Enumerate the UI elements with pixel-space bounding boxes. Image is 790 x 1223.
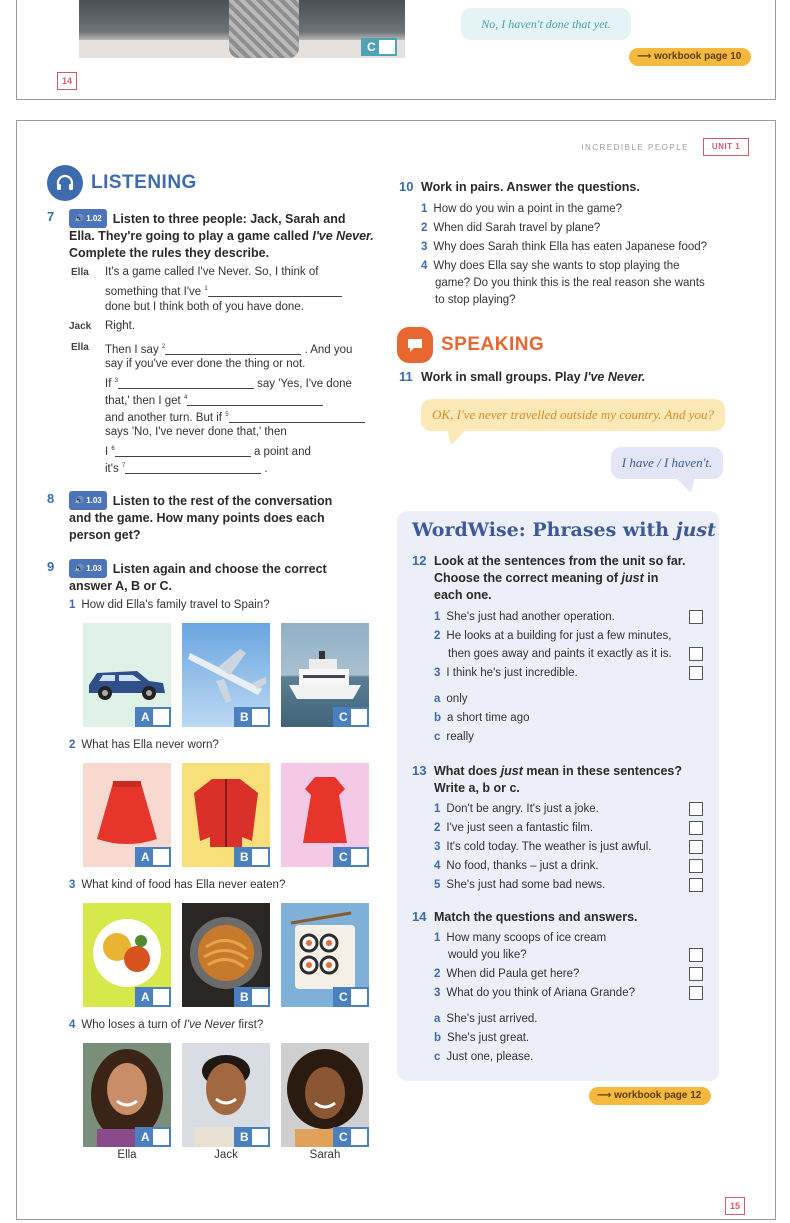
option-photo-sarah[interactable] <box>281 1043 369 1147</box>
exercise-14-number: 14 <box>412 909 427 924</box>
running-title: INCREDIBLE PEOPLE <box>581 143 689 152</box>
listening-heading <box>47 165 197 201</box>
ex13-item: 4 No food, thanks – just a drink. <box>434 860 599 872</box>
exercise-11-number: 11 <box>399 369 413 384</box>
ex13-item: 2 I've just seen a fantastic film. <box>434 822 594 834</box>
option-label: A <box>135 707 171 727</box>
answer-checkbox[interactable] <box>689 840 703 854</box>
wordwise-title: WordWise: Phrases with just <box>412 519 716 541</box>
answer-blank[interactable] <box>125 462 261 474</box>
bedroom-photo <box>79 0 405 58</box>
option-label: B <box>234 707 270 727</box>
option-label: A <box>135 847 171 867</box>
workbook-link[interactable]: ⟶ workbook page 10 <box>629 48 751 66</box>
speaker-label: Jack <box>69 321 92 332</box>
answer-blank[interactable] <box>115 445 251 457</box>
question-3: 3 What kind of food has Ella never eaten? <box>69 879 286 891</box>
ex14-item: 3 What do you think of Ariana Grande? <box>434 987 635 999</box>
listening-title: LISTENING <box>91 172 197 193</box>
exercise-10-number: 10 <box>399 179 414 194</box>
answer-checkbox[interactable] <box>252 849 268 865</box>
option-photo-ella[interactable] <box>83 1043 171 1147</box>
speaker-label: Ella <box>71 342 89 353</box>
exercise-8-number: 8 <box>47 491 55 506</box>
ex10-item-continued: game? Do you think this is the real reason she wants <box>435 277 705 289</box>
option-photo-jacket[interactable] <box>182 763 270 867</box>
bubble-tail <box>447 429 467 445</box>
audio-track-button[interactable]: 🔊 1.02 <box>69 209 107 228</box>
exercise-7-number: 7 <box>47 209 55 224</box>
answer-checkbox[interactable] <box>689 967 703 981</box>
answer-checkbox[interactable] <box>379 40 395 54</box>
dialogue-line: it's $^7$ . <box>105 462 268 475</box>
ex13-item: 5 She's just had some bad news. <box>434 879 606 891</box>
answer-checkbox[interactable] <box>689 859 703 873</box>
option-photo-skirt[interactable] <box>83 763 171 867</box>
audio-track-button[interactable]: 🔊 1.03 <box>69 559 107 578</box>
unit-label: UNIT 1 <box>703 138 749 156</box>
answer-blank[interactable] <box>208 285 342 297</box>
speaking-title: SPEAKING <box>441 334 545 355</box>
exercise-14-instruction: Match the questions and answers. <box>434 910 638 924</box>
answer-checkbox[interactable] <box>351 709 367 725</box>
exercise-9-instruction: 🔊 1.03 Listen again and choose the correct answer A, B or C. <box>69 559 379 595</box>
answer-checkbox[interactable] <box>252 1129 268 1145</box>
ex10-item: 4 Why does Ella say she wants to stop playing the <box>421 260 680 272</box>
option-photo-ferry[interactable] <box>281 623 369 727</box>
question-1: 1 How did Ella's family travel to Spain? <box>69 599 270 611</box>
exercise-12-instruction: Look at the sentences from the unit so far. Choose the correct meaning of just in each one. <box>434 554 686 602</box>
dialogue-line: something that I've $^1$ <box>105 281 342 301</box>
ex12-item-continued: then goes away and paints it exactly as it is. <box>448 648 672 660</box>
ex12-option: b a short time ago <box>434 712 530 724</box>
answer-blank[interactable] <box>187 394 323 406</box>
dialogue-line: Then I say $^2$ . And you <box>105 343 353 356</box>
option-label: B <box>234 847 270 867</box>
speech-bubble: No, I haven't done that yet. <box>461 8 631 40</box>
ex14-option: c Just one, please. <box>434 1051 534 1063</box>
answer-checkbox[interactable] <box>689 802 703 816</box>
answer-checkbox[interactable] <box>252 709 268 725</box>
speech-bubble-answer: I have / I haven't. <box>611 447 723 479</box>
answer-checkbox[interactable] <box>689 948 703 962</box>
answer-blank[interactable] <box>165 343 301 355</box>
option-photo-curry[interactable] <box>83 903 171 1007</box>
bubble-tail <box>675 477 695 493</box>
photo-tag: C <box>361 38 397 56</box>
ex12-option: c really <box>434 731 474 743</box>
ex12-item: 1 She's just had another operation. <box>434 611 615 623</box>
exercise-7-instruction: 🔊 1.02 Listen to three people: Jack, Sarah and Ella. They're going to play a game called I've Never. Complete the rules they describe. <box>69 209 379 262</box>
ex10-item: 1 How do you win a point in the game? <box>421 203 622 215</box>
workbook-link[interactable]: ⟶ workbook page 12 <box>589 1087 711 1105</box>
answer-checkbox[interactable] <box>153 1129 169 1145</box>
speaking-heading <box>397 327 544 363</box>
ex10-item-continued: to stop playing? <box>435 294 516 306</box>
option-photo-noodles[interactable] <box>182 903 270 1007</box>
ex14-item-continued: would you like? <box>448 949 527 961</box>
ex12-item: 3 I think he's just incredible. <box>434 667 578 679</box>
headphones-icon <box>47 165 83 201</box>
exercise-13-number: 13 <box>412 763 427 778</box>
exercise-8-instruction: 🔊 1.03 Listen to the rest of the conversation and the game. How many points does each person get? <box>69 491 379 544</box>
audio-track-button[interactable]: 🔊 1.03 <box>69 491 107 510</box>
answer-checkbox[interactable] <box>689 878 703 892</box>
previous-page-fragment <box>16 0 776 100</box>
answer-checkbox[interactable] <box>252 989 268 1005</box>
answer-checkbox[interactable] <box>153 849 169 865</box>
ex14-item: 1 How many scoops of ice cream <box>434 932 607 944</box>
ex13-item: 3 It's cold today. The weather is just awful. <box>434 841 652 853</box>
dialogue-line: I $^6$ a point and <box>105 445 311 458</box>
dialogue-line: and another turn. But if $^5$ <box>105 407 365 427</box>
ex12-option: a only <box>434 693 468 705</box>
answer-checkbox[interactable] <box>689 821 703 835</box>
exercise-10-instruction: Work in pairs. Answer the questions. <box>421 180 640 194</box>
ex14-option: a She's just arrived. <box>434 1013 538 1025</box>
question-4: 4 Who loses a turn of I've Never first? <box>69 1019 264 1031</box>
option-photo-jack[interactable] <box>182 1043 270 1147</box>
option-label: C <box>333 987 369 1007</box>
option-photo-sushi[interactable] <box>281 903 369 1007</box>
option-photo-car[interactable] <box>83 623 171 727</box>
option-label: B <box>234 987 270 1007</box>
dialogue-line: that,' then I get $^4$ <box>105 390 323 410</box>
option-label: C <box>333 707 369 727</box>
speech-bubble-question: OK, I've never travelled outside my country. And you? <box>421 399 725 431</box>
person-shape <box>229 0 299 58</box>
answer-checkbox[interactable] <box>689 610 703 624</box>
dialogue-line: Right. <box>105 320 136 332</box>
answer-checkbox[interactable] <box>689 647 703 661</box>
ex14-option: b She's just great. <box>434 1032 530 1044</box>
photo-caption: Sarah <box>309 1149 341 1161</box>
photo-caption: Jack <box>214 1149 238 1161</box>
option-label: C <box>333 1127 369 1147</box>
option-photo-dress[interactable] <box>281 763 369 867</box>
answer-checkbox[interactable] <box>153 709 169 725</box>
speaker-label: Ella <box>71 267 89 278</box>
ex10-item: 3 Why does Sarah think Ella has eaten Japanese food? <box>421 241 708 253</box>
page-number: 14 <box>57 72 77 90</box>
exercise-12-number: 12 <box>412 553 427 568</box>
exercise-9-number: 9 <box>47 559 55 574</box>
ex12-item: 2 He looks at a building for just a few minutes, <box>434 630 672 642</box>
ex10-item: 2 When did Sarah travel by plane? <box>421 222 601 234</box>
speech-icon <box>397 327 433 363</box>
question-2: 2 What has Ella never worn? <box>69 739 219 751</box>
option-label: A <box>135 987 171 1007</box>
answer-checkbox[interactable] <box>153 989 169 1005</box>
answer-checkbox[interactable] <box>351 849 367 865</box>
main-page <box>16 120 776 1220</box>
answer-blank[interactable] <box>229 411 365 423</box>
dialogue-line: say if you've ever done the thing or not. <box>105 358 306 370</box>
dialogue-line: done but I think both of you have done. <box>105 301 304 313</box>
option-label: C <box>333 847 369 867</box>
photo-caption: Ella <box>117 1149 137 1161</box>
page-number: 15 <box>725 1197 745 1215</box>
answer-checkbox[interactable] <box>689 666 703 680</box>
dialogue-line: says 'No, I've never done that,' then <box>105 426 287 438</box>
answer-checkbox[interactable] <box>351 1129 367 1145</box>
option-label: B <box>234 1127 270 1147</box>
dialogue-line: It's a game called I've Never. So, I think of <box>105 266 319 278</box>
option-photo-plane[interactable] <box>182 623 270 727</box>
ex13-item: 1 Don't be angry. It's just a joke. <box>434 803 599 815</box>
answer-checkbox[interactable] <box>351 989 367 1005</box>
answer-checkbox[interactable] <box>689 986 703 1000</box>
exercise-11-instruction: Work in small groups. Play I've Never. <box>421 370 646 384</box>
dialogue-line: If $^3$ say 'Yes, I've done <box>105 377 352 390</box>
answer-blank[interactable] <box>118 377 254 389</box>
ex14-item: 2 When did Paula get here? <box>434 968 580 980</box>
option-label: A <box>135 1127 171 1147</box>
exercise-13-instruction: What does just mean in these sentences? Write a, b or c. <box>434 764 683 795</box>
